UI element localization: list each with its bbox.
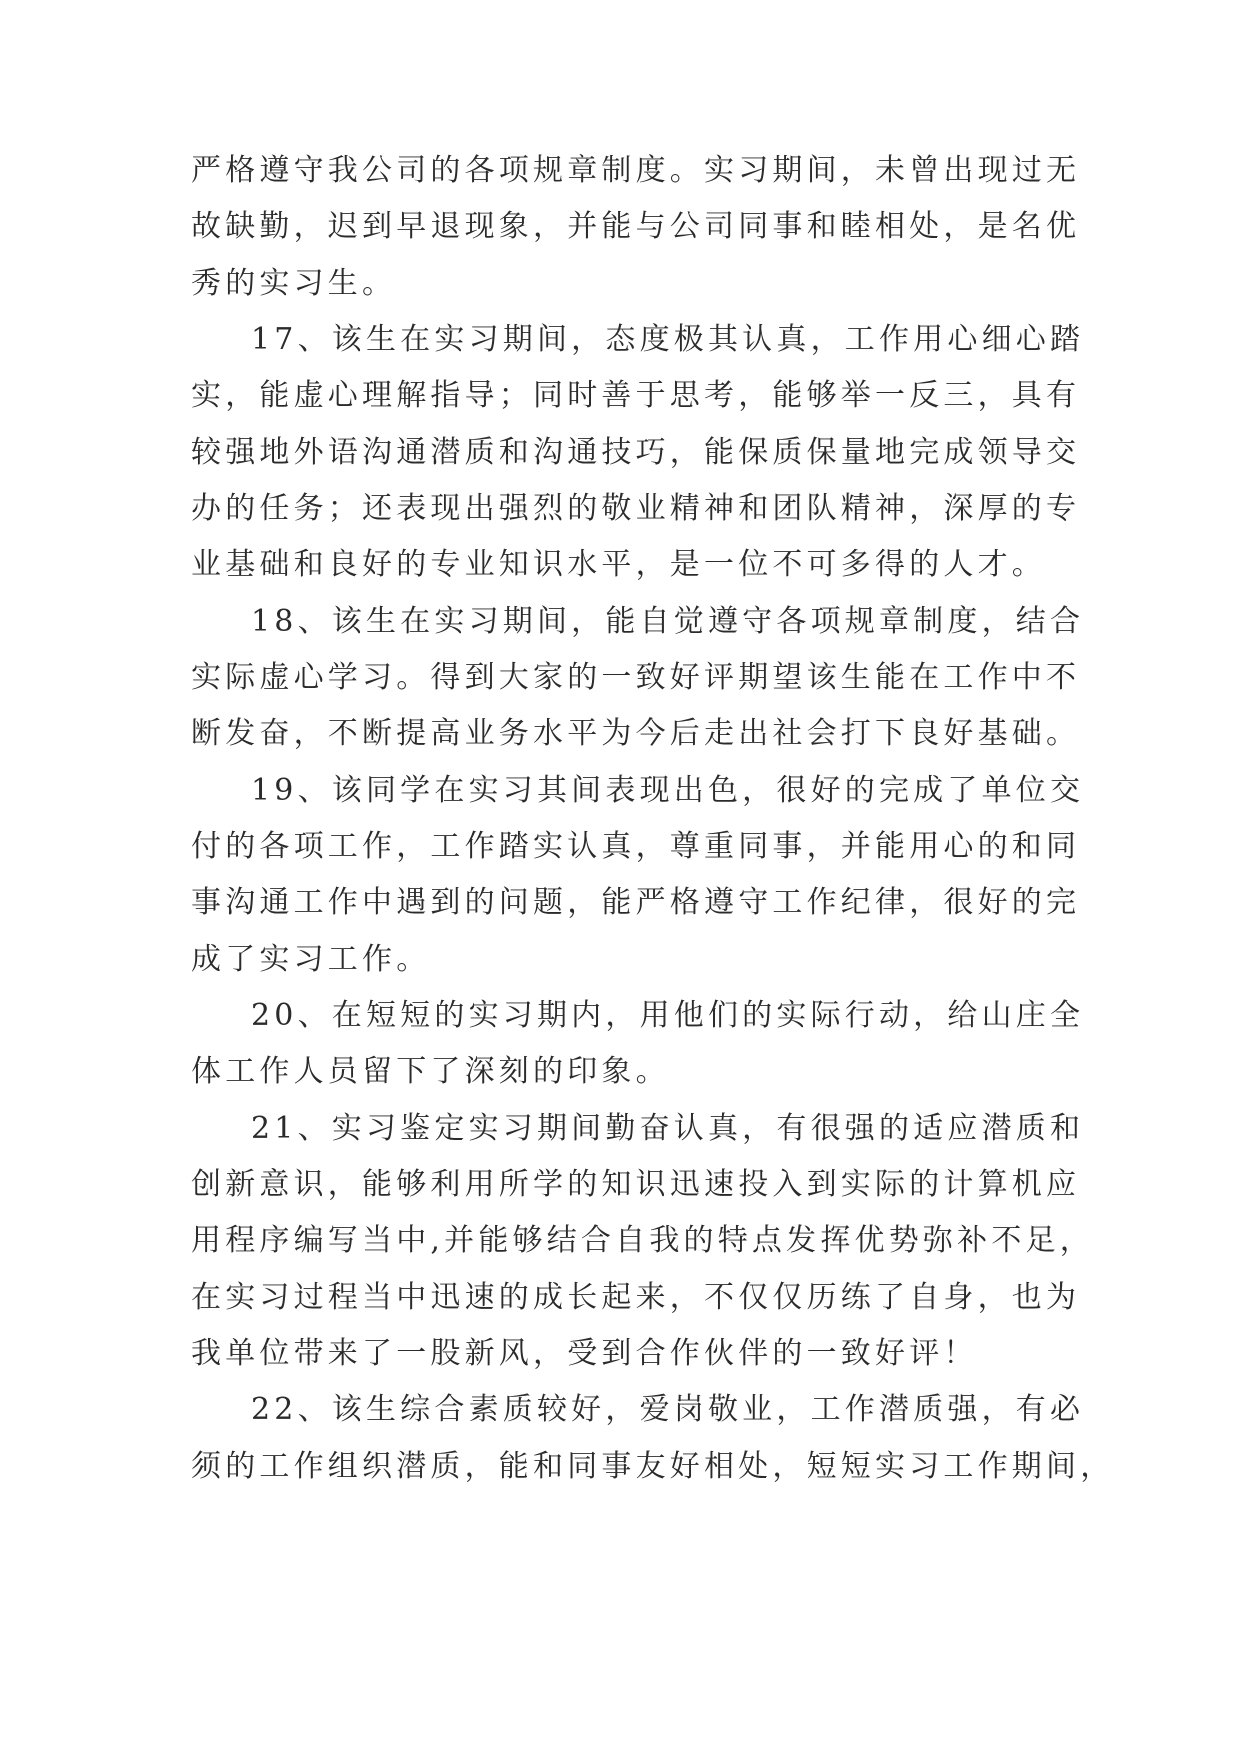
text-line: 在实习过程当中迅速的成长起来，不仅仅历练了自身，也为 [191,1280,1081,1315]
paragraph-18-first-line: 18、该生在实习期间，能自觉遵守各项规章制度，结合 [251,604,1085,639]
text-line: 须的工作组织潜质，能和同事友好相处，短短实习工作期间， [191,1449,1115,1484]
text-line: 付的各项工作，工作踏实认真，尊重同事，并能用心的和同 [191,829,1081,864]
paragraph-20-first-line: 20、在短短的实习期内，用他们的实际行动，给山庄全 [251,998,1085,1033]
text-line: 严格遵守我公司的各项规章制度。实习期间，未曾出现过无 [191,153,1081,188]
text-line: 办的任务；还表现出强烈的敬业精神和团队精神，深厚的专 [191,491,1081,526]
text-line: 体工作人员留下了深刻的印象。 [191,1054,670,1089]
text-line: 断发奋，不断提高业务水平为今后走出社会打下良好基础。 [191,716,1081,751]
paragraph-19-first-line: 19、该同学在实习其间表现出色，很好的完成了单位交 [251,773,1085,808]
text-line: 较强地外语沟通潜质和沟通技巧，能保质保量地完成领导交 [191,435,1081,470]
text-line: 成了实习工作。 [191,942,431,977]
text-line: 我单位带来了一股新风，受到合作伙伴的一致好评！ [191,1336,978,1371]
paragraph-22-first-line: 22、该生综合素质较好，爱岗敬业，工作潜质强，有必 [251,1392,1085,1427]
text-line: 事沟通工作中遇到的问题，能严格遵守工作纪律，很好的完 [191,885,1081,920]
text-line: 秀的实习生。 [191,266,397,301]
text-line: 实，能虚心理解指导；同时善于思考，能够举一反三，具有 [191,378,1081,413]
text-line: 业基础和良好的专业知识水平，是一位不可多得的人才。 [191,547,1046,582]
paragraph-17-first-line: 17、该生在实习期间，态度极其认真，工作用心细心踏 [251,322,1085,357]
text-line: 实际虚心学习。得到大家的一致好评期望该生能在工作中不 [191,660,1081,695]
text-line: 故缺勤，迟到早退现象，并能与公司同事和睦相处，是名优 [191,209,1081,244]
paragraph-21-first-line: 21、实习鉴定实习期间勤奋认真，有很强的适应潜质和 [251,1111,1085,1146]
text-line: 用程序编写当中,并能够结合自我的特点发挥优势弥补不足， [191,1223,1094,1258]
text-line: 创新意识，能够利用所学的知识迅速投入到实际的计算机应 [191,1167,1081,1202]
